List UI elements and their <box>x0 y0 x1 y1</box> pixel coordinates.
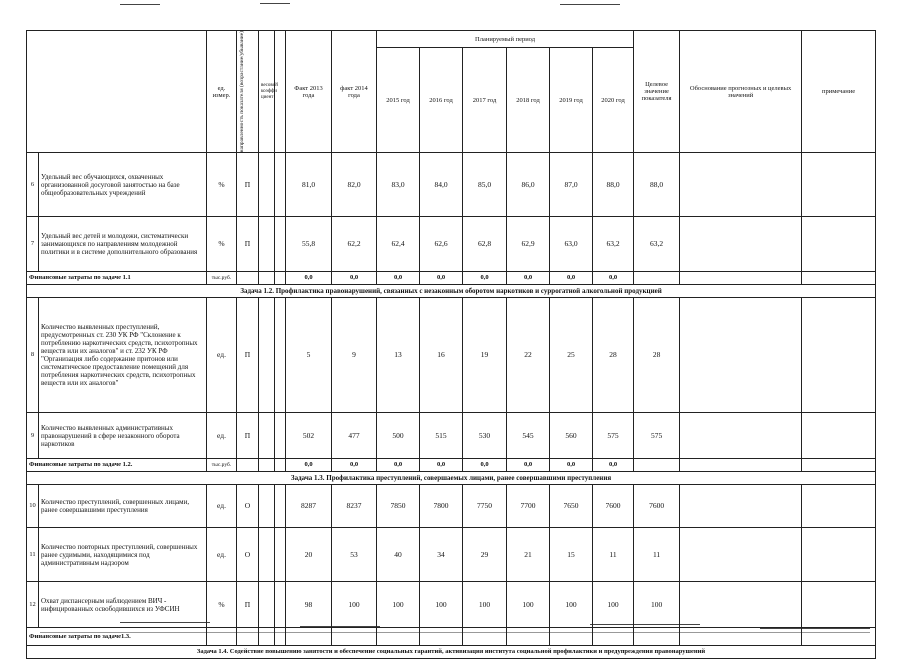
indicator-name: Охват диспансерным наблюдением ВИЧ - инфицированных освободившихся из УФСИН <box>39 582 207 628</box>
direction-cell: П <box>237 582 259 628</box>
target-cell: 63,2 <box>634 217 680 272</box>
direction-cell: П <box>237 217 259 272</box>
note-cell <box>802 298 876 413</box>
fact-2014-cell: 0,0 <box>332 272 377 285</box>
blank-cell <box>275 272 286 285</box>
target-header: Целевое значение показателя <box>634 31 680 153</box>
year-cell: 88,0 <box>593 153 634 217</box>
indicators-table <box>26 30 876 659</box>
finance-label: Финансовые затраты по задаче1.3. <box>27 628 207 646</box>
note-cell <box>802 272 876 285</box>
year-cell: 0,0 <box>420 272 463 285</box>
year-cell: 100 <box>420 582 463 628</box>
planned-period-header: Планируемый период <box>377 31 634 48</box>
finance-label: Финансовые затраты по задаче 1.2. <box>27 459 207 472</box>
direction-cell <box>237 272 259 285</box>
fact-2013-cell: 20 <box>286 528 332 582</box>
table-row <box>27 217 876 272</box>
unit-cell: ед. <box>207 298 237 413</box>
fact-2013-cell: 5 <box>286 298 332 413</box>
finance-label: Финансовые затраты по задаче 1.1 <box>27 272 207 285</box>
year-cell: 7800 <box>420 485 463 528</box>
note-cell <box>802 459 876 472</box>
year-cell: 100 <box>593 582 634 628</box>
justification-cell <box>680 413 802 459</box>
unit-cell: ед. <box>207 528 237 582</box>
year-cell: 7700 <box>507 485 550 528</box>
year-cell: 62,9 <box>507 217 550 272</box>
justification-cell <box>680 459 802 472</box>
fact-2013-header: Факт 2013 года <box>286 31 332 153</box>
year-cell <box>420 628 463 646</box>
scan-artifact <box>560 4 620 5</box>
justification-cell <box>680 582 802 628</box>
blank-cell <box>275 217 286 272</box>
year-cell <box>593 628 634 646</box>
year-cell <box>463 628 507 646</box>
year-cell: 63,2 <box>593 217 634 272</box>
finance-row <box>27 459 876 472</box>
year-cell: 7850 <box>377 485 420 528</box>
indicator-name: Количество выявленных преступлений, предусмотренных ст. 230 УК РФ "Склонение к потреблению наркотических средств, психотропных веществ или их аналогов" и ст. 232 УК РФ "Организация либо содержание притонов или систематическое предоставление помещений для потребления наркотических средств, психотропных веществ или их аналогов" <box>39 298 207 413</box>
direction-cell: О <box>237 528 259 582</box>
year-cell: 515 <box>420 413 463 459</box>
note-cell <box>802 413 876 459</box>
year-cell: 83,0 <box>377 153 420 217</box>
row-number: 9 <box>27 413 39 459</box>
blank-cell <box>275 485 286 528</box>
unit-cell: ед. <box>207 413 237 459</box>
year-cell: 40 <box>377 528 420 582</box>
unit-cell <box>207 628 237 646</box>
year-cell: 11 <box>593 528 634 582</box>
year-cell: 28 <box>593 298 634 413</box>
year-cell: 0,0 <box>377 459 420 472</box>
row-number: 6 <box>27 153 39 217</box>
scan-artifact <box>120 4 160 5</box>
fact-2014-cell: 82,0 <box>332 153 377 217</box>
task-title: Задача 1.3. Профилактика преступлений, совершаемых лицами, ранее совершавшими преступления <box>27 472 876 485</box>
justification-cell <box>680 217 802 272</box>
year-header: 2020 год <box>593 48 634 153</box>
year-cell: 100 <box>377 582 420 628</box>
row-number: 12 <box>27 582 39 628</box>
year-cell <box>507 628 550 646</box>
year-cell: 7600 <box>593 485 634 528</box>
target-cell: 88,0 <box>634 153 680 217</box>
year-cell: 19 <box>463 298 507 413</box>
weight-cell <box>259 528 275 582</box>
fact-2014-cell <box>332 628 377 646</box>
fact-2014-cell: 62,2 <box>332 217 377 272</box>
weight-header: весовой коэффи циент <box>259 31 275 153</box>
table-body <box>27 153 876 659</box>
year-cell: 16 <box>420 298 463 413</box>
table-row <box>27 528 876 582</box>
note-cell <box>802 628 876 646</box>
direction-header: направленность показателя (возрастание/убывание) <box>237 31 259 153</box>
unit-cell: тыс.руб. <box>207 459 237 472</box>
year-cell: 7650 <box>550 485 593 528</box>
fact-2013-cell: 8287 <box>286 485 332 528</box>
target-cell: 575 <box>634 413 680 459</box>
year-cell: 85,0 <box>463 153 507 217</box>
fact-2014-header: факт 2014 года <box>332 31 377 153</box>
indicator-name: Удельный вес обучающихся, охваченных организованной досуговой занятостью на базе общеобразовательных учреждений <box>39 153 207 217</box>
task-title: Задача 1.2. Профилактика правонарушений, связанных с незаконным оборотом наркотиков и суррогатной алкогольной продукцией <box>27 285 876 298</box>
year-cell <box>377 628 420 646</box>
finance-row <box>27 272 876 285</box>
year-header: 2017 год <box>463 48 507 153</box>
year-cell: 100 <box>550 582 593 628</box>
fact-2013-cell: 502 <box>286 413 332 459</box>
direction-cell: П <box>237 153 259 217</box>
fact-2013-cell: 55,8 <box>286 217 332 272</box>
year-cell: 0,0 <box>593 272 634 285</box>
year-header: 2018 год <box>507 48 550 153</box>
year-cell: 100 <box>463 582 507 628</box>
fact-2014-cell: 0,0 <box>332 459 377 472</box>
year-cell: 62,4 <box>377 217 420 272</box>
fact-2014-cell: 100 <box>332 582 377 628</box>
fact-2014-cell: 53 <box>332 528 377 582</box>
table-row <box>27 298 876 413</box>
year-cell: 21 <box>507 528 550 582</box>
year-cell: 25 <box>550 298 593 413</box>
blank-header-cell <box>27 31 207 153</box>
year-cell: 0,0 <box>550 272 593 285</box>
blank-cell <box>275 153 286 217</box>
unit-cell: ед. <box>207 485 237 528</box>
year-header: 2015 год <box>377 48 420 153</box>
weight-cell <box>259 628 275 646</box>
row-number: 11 <box>27 528 39 582</box>
fact-2014-cell: 8237 <box>332 485 377 528</box>
year-cell: 0,0 <box>377 272 420 285</box>
note-cell <box>802 217 876 272</box>
year-cell: 62,8 <box>463 217 507 272</box>
table-row <box>27 485 876 528</box>
year-cell: 0,0 <box>507 459 550 472</box>
justification-cell <box>680 485 802 528</box>
year-cell: 545 <box>507 413 550 459</box>
weight-cell <box>259 298 275 413</box>
year-cell: 100 <box>507 582 550 628</box>
blank-cell <box>275 528 286 582</box>
year-cell: 84,0 <box>420 153 463 217</box>
year-cell: 500 <box>377 413 420 459</box>
year-cell: 29 <box>463 528 507 582</box>
target-cell <box>634 628 680 646</box>
year-cell: 0,0 <box>420 459 463 472</box>
table-row <box>27 153 876 217</box>
justification-cell <box>680 272 802 285</box>
task-row <box>27 472 876 485</box>
blank-cell <box>275 628 286 646</box>
blank-cell <box>275 298 286 413</box>
blank-cell <box>275 459 286 472</box>
finance-row <box>27 628 876 646</box>
year-cell: 560 <box>550 413 593 459</box>
note-cell <box>802 153 876 217</box>
scan-artifact <box>260 3 290 4</box>
year-cell: 87,0 <box>550 153 593 217</box>
target-cell: 11 <box>634 528 680 582</box>
justification-header: Обоснование прогнозных и целевых значений <box>680 31 802 153</box>
year-cell: 0,0 <box>507 272 550 285</box>
year-cell: 34 <box>420 528 463 582</box>
row-number: 10 <box>27 485 39 528</box>
justification-cell <box>680 628 802 646</box>
note-cell <box>802 528 876 582</box>
year-cell: 530 <box>463 413 507 459</box>
indicator-name: Количество преступлений, совершенных лицами, ранее совершавшими преступления <box>39 485 207 528</box>
year-header: 2019 год <box>550 48 593 153</box>
unit-cell: % <box>207 217 237 272</box>
year-cell: 63,0 <box>550 217 593 272</box>
year-cell: 15 <box>550 528 593 582</box>
unit-header: ед. измер. <box>207 31 237 153</box>
fact-2013-cell <box>286 628 332 646</box>
direction-cell: О <box>237 485 259 528</box>
justification-cell <box>680 153 802 217</box>
blank-cell <box>275 582 286 628</box>
fact-2014-cell: 9 <box>332 298 377 413</box>
task-row <box>27 285 876 298</box>
fact-2013-cell: 0,0 <box>286 459 332 472</box>
weight-cell <box>259 582 275 628</box>
task-title: Задача 1.4. Содействие повышению занятости и обеспечение социальных гарантий, активизация института социальной профилактики и предупреждения правонарушений <box>27 646 876 659</box>
year-cell: 62,6 <box>420 217 463 272</box>
justification-cell <box>680 298 802 413</box>
weight-cell <box>259 413 275 459</box>
weight-cell <box>259 153 275 217</box>
note-cell <box>802 485 876 528</box>
row-number: 8 <box>27 298 39 413</box>
year-cell <box>550 628 593 646</box>
year-cell: 86,0 <box>507 153 550 217</box>
target-cell: 100 <box>634 582 680 628</box>
unit-cell: % <box>207 153 237 217</box>
justification-cell <box>680 528 802 582</box>
weight-cell <box>259 485 275 528</box>
table-row <box>27 582 876 628</box>
direction-cell: П <box>237 298 259 413</box>
fact-2014-cell: 477 <box>332 413 377 459</box>
year-cell: 0,0 <box>463 459 507 472</box>
task-row <box>27 646 876 659</box>
table-row <box>27 413 876 459</box>
year-cell: 0,0 <box>593 459 634 472</box>
target-cell <box>634 272 680 285</box>
indicator-name: Количество выявленных административных правонарушений в сфере незаконного оборота наркотиков <box>39 413 207 459</box>
direction-cell <box>237 459 259 472</box>
year-cell: 13 <box>377 298 420 413</box>
weight-cell <box>259 459 275 472</box>
fact-2013-cell: 98 <box>286 582 332 628</box>
year-cell: 0,0 <box>463 272 507 285</box>
row-number: 7 <box>27 217 39 272</box>
indicator-name: Удельный вес детей и молодежи, систематически занимающихся по направлениям молодежной политики и в системе дополнительного образования <box>39 217 207 272</box>
target-cell: 7600 <box>634 485 680 528</box>
note-cell <box>802 582 876 628</box>
indicator-name: Количество повторных преступлений, совершенных ранее судимыми, находящимися под административным надзором <box>39 528 207 582</box>
direction-cell: П <box>237 413 259 459</box>
target-cell <box>634 459 680 472</box>
fact-2013-cell: 0,0 <box>286 272 332 285</box>
fact-2013-cell: 81,0 <box>286 153 332 217</box>
year-cell: 0,0 <box>550 459 593 472</box>
year-cell: 7750 <box>463 485 507 528</box>
blank-cell <box>275 413 286 459</box>
unit-cell: тыс.руб. <box>207 272 237 285</box>
direction-cell <box>237 628 259 646</box>
year-header: 2016 год <box>420 48 463 153</box>
unit-cell: % <box>207 582 237 628</box>
year-cell: 575 <box>593 413 634 459</box>
note-header: примечание <box>802 31 876 153</box>
weight-cell <box>259 217 275 272</box>
target-cell: 28 <box>634 298 680 413</box>
year-cell: 22 <box>507 298 550 413</box>
weight-cell <box>259 272 275 285</box>
